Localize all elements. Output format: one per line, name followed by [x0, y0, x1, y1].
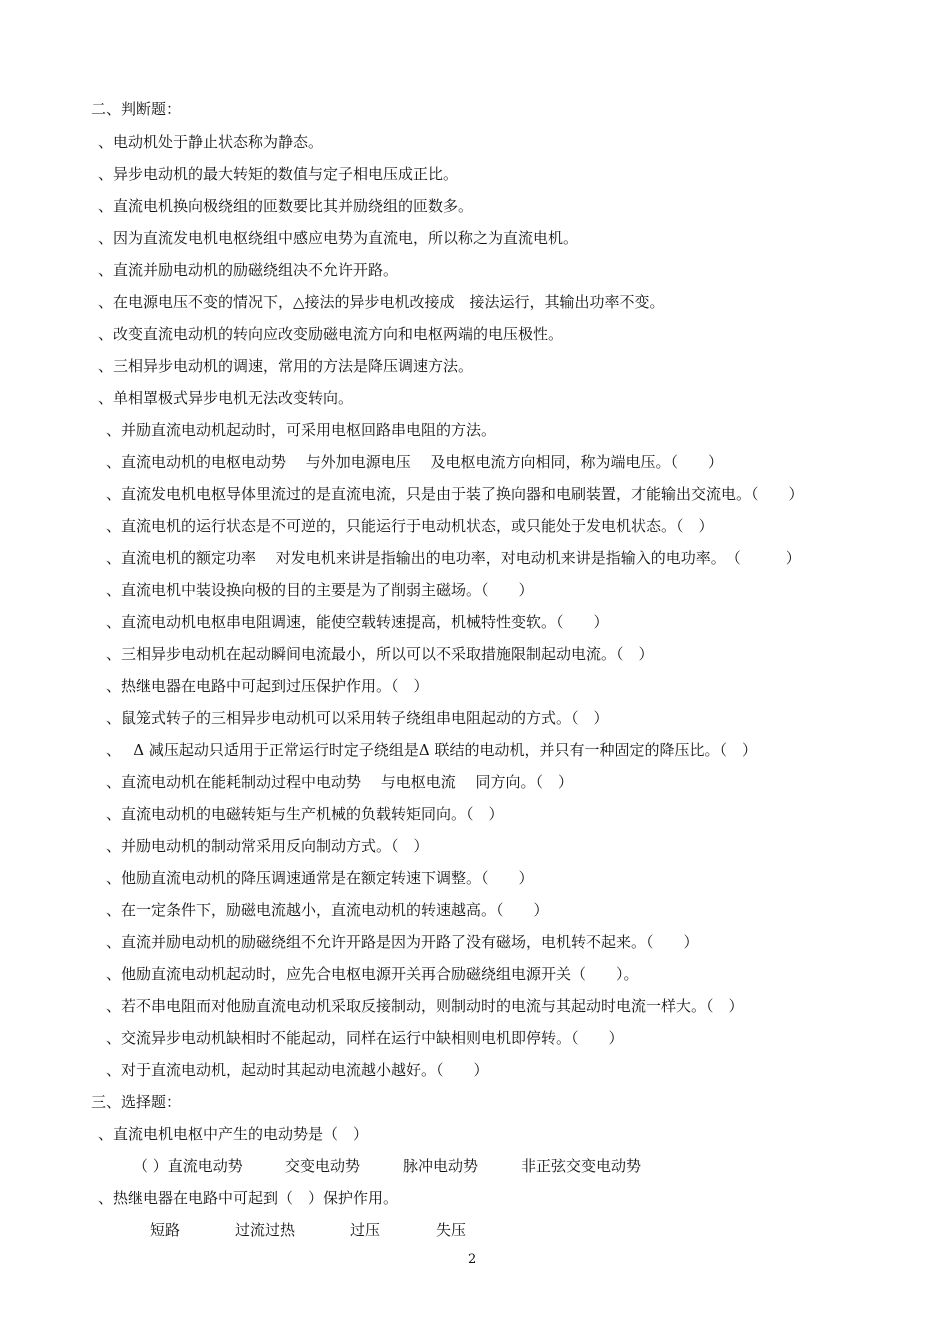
question-item-14: 、直流电机的额定功率 对发电机来讲是指输出的电功率，对电动机来讲是指输入的电功率。 （ ） — [106, 549, 801, 567]
question-item-19: 、鼠笼式转子的三相异步电动机可以采用转子绕组串电阻起动的方式。（ ） — [106, 709, 609, 727]
question-item-15: 、直流电机中装设换向极的目的主要是为了削弱主磁场。（ ） — [106, 581, 534, 599]
choice-option: （ ）直流电动势 — [133, 1157, 243, 1175]
section-heading-choice: 三、选择题： — [91, 1093, 182, 1111]
choice-option: 过压 — [350, 1221, 381, 1239]
question-item-28: 、若不串电阻而对他励直流电动机采取反接制动，则制动时的电流与其起动时电流一样大。（ ） — [106, 997, 744, 1015]
question-item-9: 、单相罩极式异步电机无法改变转向。 — [98, 389, 354, 407]
question-item-4: 、因为直流发电机电枢绕组中感应电势为直流电，所以称之为直流电机。 — [98, 229, 579, 247]
question-item-27: 、他励直流电动机起动时，应先合电枢电源开关再合励磁绕组电源开关（ ）。 — [106, 965, 639, 983]
question-item-25: 、在一定条件下，励磁电流越小，直流电动机的转速越高。（ ） — [106, 901, 549, 919]
question-item-3: 、直流电机换向极绕组的匝数要比其并励绕组的匝数多。 — [98, 197, 474, 215]
choice-question-2: 、热继电器在电路中可起到（ ）保护作用。 — [98, 1189, 399, 1207]
page-number: 2 — [468, 1252, 477, 1267]
question-item-7: 、改变直流电动机的转向应改变励磁电流方向和电枢两端的电压极性。 — [98, 325, 564, 343]
question-item-17: 、三相异步电动机在起动瞬间电流最小，所以可以不采取措施限制起动电流。（ ） — [106, 645, 654, 663]
choice-options-2 — [0, 1220, 950, 1240]
question-item-26: 、直流并励电动机的励磁绕组不允许开路是因为开路了没有磁场，电机转不起来。（ ） — [106, 933, 699, 951]
question-item-18: 、热继电器在电路中可起到过压保护作用。（ ） — [106, 677, 429, 695]
question-item-5: 、直流并励电动机的励磁绕组决不允许开路。 — [98, 261, 399, 279]
question-item-24: 、他励直流电动机的降压调速通常是在额定转速下调整。（ ） — [106, 869, 534, 887]
question-item-8: 、三相异步电动机的调速，常用的方法是降压调速方法。 — [98, 357, 474, 375]
choice-option: 非正弦交变电动势 — [521, 1157, 642, 1175]
choice-option: 短路 — [150, 1221, 181, 1239]
question-item-11: 、直流电动机的电枢电动势 与外加电源电压 及电枢电流方向相同，称为端电压。（ ） — [106, 453, 724, 471]
question-item-16: 、直流电动机电枢串电阻调速，能使空载转速提高，机械特性变软。（ ） — [106, 613, 609, 631]
choice-option: 交变电动势 — [285, 1157, 361, 1175]
choice-question-1: 、直流电机电枢中产生的电动势是（ ） — [98, 1125, 369, 1143]
question-item-22: 、直流电动机的电磁转矩与生产机械的负载转矩同向。（ ） — [106, 805, 504, 823]
question-item-21: 、直流电动机在能耗制动过程中电动势 与电枢电流 同方向。（ ） — [106, 773, 574, 791]
question-item-20: 、 Δ 减压起动只适用于正常运行时定子绕组是Δ 联结的电动机，并只有一种固定的降压比。（ ） — [106, 741, 757, 759]
question-item-30: 、对于直流电动机，起动时其起动电流越小越好。（ ） — [106, 1061, 489, 1079]
choice-options-1 — [0, 1156, 950, 1176]
question-item-12: 、直流发电机电枢导体里流过的是直流电流，只是由于装了换向器和电刷装置，才能输出交流电。（ ） — [106, 485, 804, 503]
section-heading-judgment: 二、判断题： — [91, 100, 182, 118]
choice-option: 过流过热 — [235, 1221, 296, 1239]
choice-option: 失压 — [436, 1221, 467, 1239]
choice-option: 脉冲电动势 — [403, 1157, 479, 1175]
question-item-6: 、在电源电压不变的情况下，△接法的异步电机改接成 接法运行，其输出功率不变。 — [98, 293, 665, 311]
question-item-13: 、直流电机的运行状态是不可逆的，只能运行于电动机状态，或只能处于发电机状态。（ ） — [106, 517, 714, 535]
question-item-10: 、并励直流电动机起动时，可采用电枢回路串电阻的方法。 — [106, 421, 497, 439]
question-item-2: 、异步电动机的最大转矩的数值与定子相电压成正比。 — [98, 165, 459, 183]
question-item-1: 、电动机处于静止状态称为静态。 — [98, 133, 324, 151]
question-item-23: 、并励电动机的制动常采用反向制动方式。（ ） — [106, 837, 429, 855]
question-item-29: 、交流异步电动机缺相时不能起动，同样在运行中缺相则电机即停转。（ ） — [106, 1029, 624, 1047]
